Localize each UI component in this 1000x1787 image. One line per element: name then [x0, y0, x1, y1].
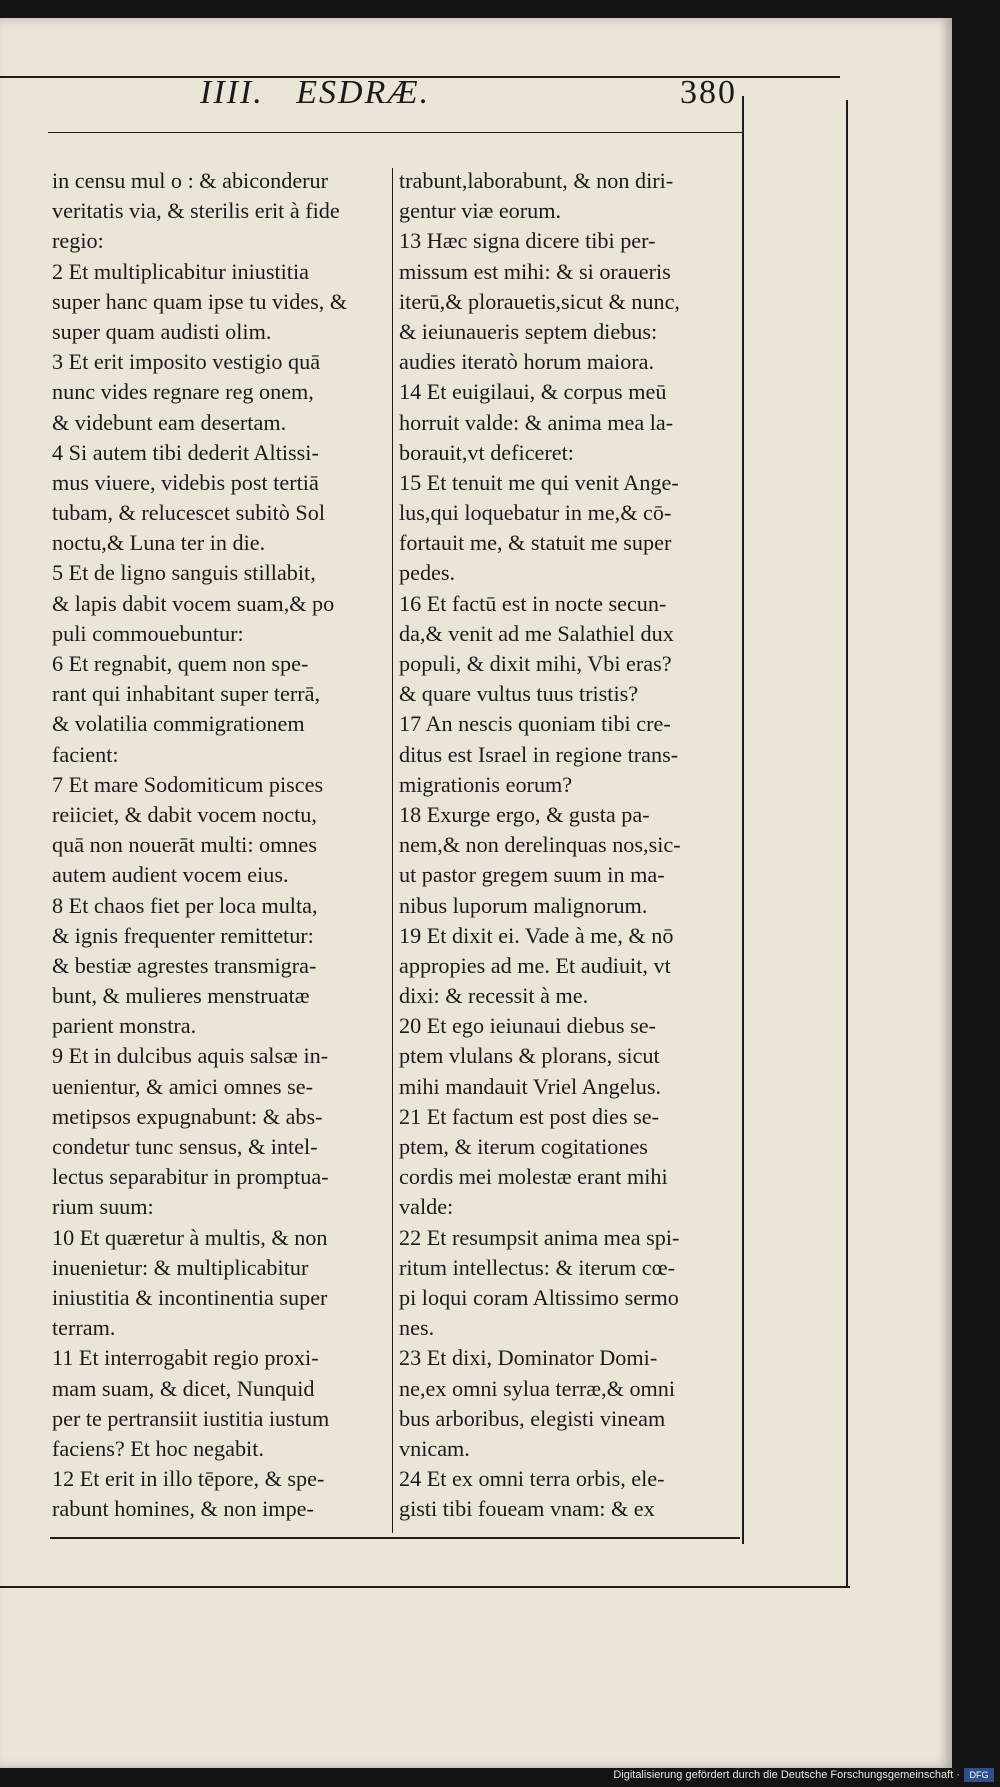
text-line: & lapis dabit vocem suam,& po [52, 590, 335, 616]
text-line: rabunt homines, & non impe- [52, 1496, 314, 1522]
text-line: 10 Et quæretur à multis, & non [52, 1224, 328, 1250]
text-line: per te pertransiit iustitia iustum [52, 1405, 330, 1431]
text-line: 20 Et ego ieiunaui diebus se- [399, 1013, 656, 1039]
right-margin-rule [742, 96, 744, 1544]
text-line: 17 An nescis quoniam tibi cre- [399, 711, 671, 737]
text-line: pi loqui coram Altissimo sermo [399, 1284, 679, 1310]
digitization-credit: Digitalisierung gefördert durch die Deutsche Forschungsgemeinschaft · [613, 1769, 960, 1781]
page-number: 380 [680, 74, 737, 111]
text-line: & quare vultus tuus tristis? [399, 681, 639, 707]
text-line: 6 Et regnabit, quem non spe- [52, 651, 309, 676]
text-line: gentur viæ eorum. [399, 198, 562, 224]
left-text-column [52, 166, 387, 1524]
text-line: 19 Et dixit ei. Vade à me, & nō [399, 922, 674, 948]
text-line: da,& venit ad me Salathiel dux [399, 620, 674, 646]
text-line: ptem, & iterum cogitationes [399, 1134, 648, 1159]
text-line: 15 Et tenuit me qui venit Ange- [399, 469, 679, 495]
text-line: valde: [399, 1194, 454, 1220]
text-line: bunt, & mulieres menstruatæ [52, 983, 310, 1009]
book-title: IIII. ESDRÆ. [200, 74, 431, 111]
text-line: rium suum: [52, 1194, 154, 1220]
bottom-rule [50, 1537, 740, 1539]
text-line: borauit,vt deficeret: [399, 439, 574, 465]
text-line: gisti tibi foueam vnam: & ex [399, 1496, 655, 1522]
text-line: 4 Si autem tibi dederit Altissi- [52, 439, 319, 465]
right-text-column [399, 166, 737, 1524]
text-line: noctu,& Luna ter in die. [52, 530, 266, 556]
text-line: metipsos expugnabunt: & abs- [52, 1103, 323, 1129]
text-line: mam suam, & dicet, Nunquid [52, 1375, 315, 1401]
text-line: puli commouebuntur: [52, 620, 244, 646]
text-line: missum est mihi: & si oraueris [399, 258, 671, 284]
text-line: terram. [52, 1315, 116, 1341]
text-line: bus arboribus, elegisti vineam [399, 1405, 666, 1431]
text-line: fortauit me, & statuit me super [399, 530, 672, 556]
text-line: & volatilia commigrationem [52, 711, 305, 737]
text-line: trabunt,laborabunt, & non diri- [399, 168, 674, 193]
text-line: parient monstra. [52, 1013, 197, 1039]
text-line: 9 Et in dulcibus aquis salsæ in- [52, 1043, 329, 1069]
text-line: nunc vides regnare reg onem, [52, 379, 314, 405]
bottom-outer-rule [0, 1586, 850, 1588]
text-line: cordis mei molestæ erant mihi [399, 1164, 668, 1190]
text-line: 18 Exurge ergo, & gusta pa- [399, 801, 650, 827]
text-line: faciens? Et hoc negabit. [52, 1435, 264, 1461]
column-divider [392, 168, 393, 1533]
text-line: mus viuere, videbis post tertiā [52, 469, 319, 495]
text-line: 5 Et de ligno sanguis stillabit, [52, 560, 316, 586]
text-line: 16 Et factū est in nocte secun- [399, 590, 667, 616]
text-line: & videbunt eam desertam. [52, 409, 287, 435]
text-line: iniustitia & incontinentia super [52, 1284, 328, 1310]
text-line: nem,& non derelinquas nos,sic- [399, 832, 681, 858]
text-line: & ignis frequenter remittetur: [52, 922, 314, 948]
text-line: 12 Et erit in illo tēpore, & spe- [52, 1466, 325, 1492]
text-line: super hanc quam ipse tu vides, & [52, 288, 348, 314]
text-line: rant qui inhabitant super terrā, [52, 681, 321, 707]
text-line: nes. [399, 1315, 435, 1341]
text-line: & ieiunaueris septem diebus: [399, 318, 658, 344]
text-line: 11 Et interrogabit regio proxi- [52, 1345, 319, 1371]
text-line: appropies ad me. Et audiuit, vt [399, 952, 671, 978]
text-line: 21 Et factum est post dies se- [399, 1103, 660, 1129]
text-line: facient: [52, 741, 119, 767]
text-line: tubam, & relucescet subitò Sol [52, 500, 325, 526]
text-line: inuenietur: & multiplicabitur [52, 1254, 309, 1280]
text-line: 13 Hæc signa dicere tibi per- [399, 228, 656, 254]
text-line: 23 Et dixi, Dominator Domi- [399, 1345, 658, 1371]
text-line: 14 Et euigilaui, & corpus meū [399, 379, 667, 405]
text-line: quā non nouerāt multi: omnes [52, 832, 317, 858]
text-line: uenientur, & amici omnes se- [52, 1073, 313, 1099]
text-line: condetur tunc sensus, & intel- [52, 1134, 318, 1159]
dfg-logo: DFG [964, 1768, 994, 1782]
text-line: autem audient vocem eius. [52, 862, 289, 888]
outer-right-rule [846, 100, 848, 1588]
text-line: vnicam. [399, 1435, 470, 1461]
text-line: in censu mul o : & abiconderur [52, 168, 329, 193]
text-line: ditus est Israel in regione trans- [399, 741, 679, 767]
text-line: nibus luporum malignorum. [399, 892, 648, 918]
text-line: veritatis via, & sterilis erit à fide [52, 198, 340, 224]
text-line: 3 Et erit imposito vestigio quā [52, 349, 321, 375]
text-line: ut pastor gregem suum in ma- [399, 862, 665, 888]
text-line: 24 Et ex omni terra orbis, ele- [399, 1466, 665, 1492]
text-line: 2 Et multiplicabitur iniustitia [52, 258, 309, 284]
text-line: ptem vlulans & plorans, sicut [399, 1043, 660, 1069]
text-line: horruit valde: & anima mea la- [399, 409, 674, 435]
text-line: 8 Et chaos fiet per loca multa, [52, 892, 318, 918]
text-line: 22 Et resumpsit anima mea spi- [399, 1224, 680, 1250]
text-line: audies iteratò horum maiora. [399, 349, 655, 375]
text-line: & bestiæ agrestes transmigra- [52, 952, 317, 978]
text-line: migrationis eorum? [399, 771, 573, 797]
text-line: 7 Et mare Sodomiticum pisces [52, 771, 324, 797]
text-line: super quam audisti olim. [52, 318, 272, 344]
running-header [140, 74, 740, 124]
text-line: lectus separabitur in promptua- [52, 1164, 329, 1190]
text-line: reiiciet, & dabit vocem noctu, [52, 801, 317, 827]
text-line: pedes. [399, 560, 456, 586]
text-line: regio: [52, 228, 104, 254]
text-line: lus,qui loquebatur in me,& cō- [399, 500, 672, 526]
header-underline [48, 132, 742, 133]
text-line: mihi mandauit Vriel Angelus. [399, 1073, 662, 1099]
text-line: ritum intellectus: & iterum cœ- [399, 1254, 676, 1280]
text-line: ne,ex omni sylua terræ,& omni [399, 1375, 676, 1401]
text-line: iterū,& plorauetis,sicut & nunc, [399, 288, 680, 314]
text-line: populi, & dixit mihi, Vbi eras? [399, 651, 672, 676]
text-line: dixi: & recessit à me. [399, 983, 589, 1009]
